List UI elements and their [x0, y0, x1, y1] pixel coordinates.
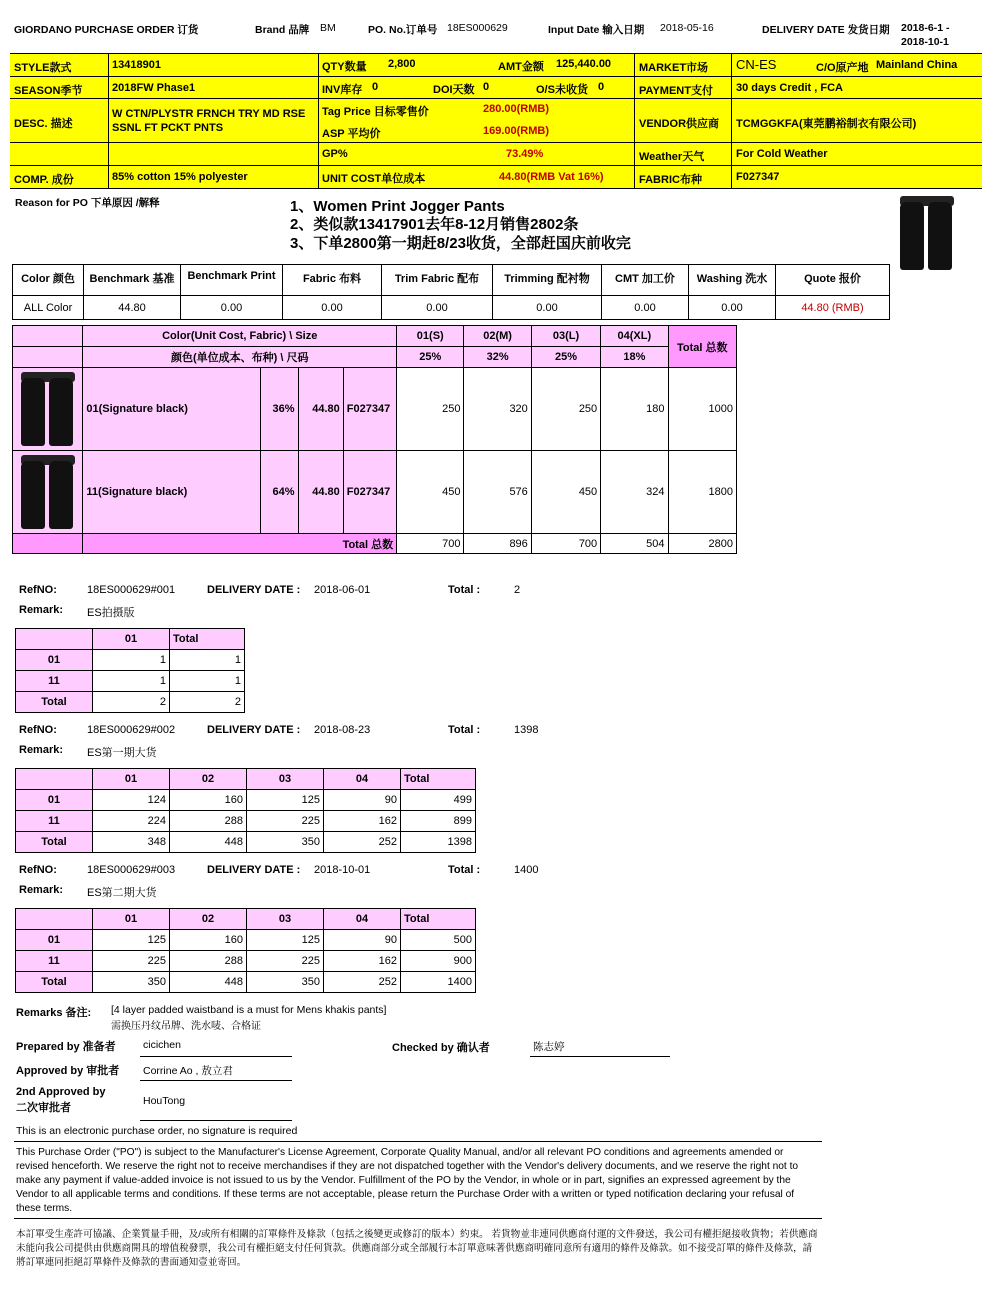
cell: 162	[324, 811, 401, 832]
delivery-date-label: DELIVERY DATE :	[207, 864, 301, 876]
cell: 2	[93, 692, 170, 713]
remark-value: ES第一期大货	[87, 747, 157, 759]
cell: 160	[170, 930, 247, 951]
size-header: 04(XL)	[601, 326, 668, 347]
cost-value: 0.00	[283, 296, 382, 320]
second-approved-label-cn: 二次审批者	[16, 1102, 71, 1114]
row-label: 01	[16, 650, 93, 671]
row-label: 01	[16, 790, 93, 811]
row-label: 11	[16, 951, 93, 972]
desc-line-1: W CTN/PLYSTR FRNCH TRY MD RSE	[112, 108, 306, 120]
delivery-date-1: 2018-6-1 -	[901, 22, 950, 34]
weather-label: Weather天气	[639, 151, 705, 163]
cell: 899	[401, 811, 476, 832]
col-header: 02	[170, 909, 247, 930]
col-header: Total	[401, 909, 476, 930]
cell: 350	[247, 832, 324, 853]
table-row	[13, 368, 737, 451]
checked-label: Checked by 确认者	[392, 1042, 490, 1054]
os-label: O/S未收货	[536, 84, 588, 96]
cell: 1	[170, 650, 245, 671]
doi-label: DOI天数	[433, 84, 475, 96]
payment-value: 30 days Credit , FCA	[736, 82, 843, 94]
gp-value: 73.49%	[506, 148, 544, 160]
table-row	[16, 790, 476, 811]
brand-label: Brand 品牌	[255, 24, 310, 36]
cost-value: 0.00	[382, 296, 493, 320]
weather-value: For Cold Weather	[736, 148, 828, 160]
delivery-date-label: DELIVERY DATE :	[207, 584, 301, 596]
second-approved-value: HouTong	[143, 1095, 186, 1107]
delivery-date-2: 2018-10-1	[901, 36, 949, 48]
cost-table	[12, 264, 890, 320]
cell: 1400	[401, 972, 476, 993]
col-header: 03	[247, 909, 324, 930]
delivery-total: 1398	[514, 724, 539, 736]
asp-label: ASP 平均价	[322, 128, 381, 140]
col-header: Total	[170, 629, 245, 650]
ref-number: 18ES000629#001	[87, 584, 176, 596]
delivery-table	[15, 768, 476, 853]
qty-cell: 450	[531, 451, 600, 534]
remark-label: Remark:	[19, 744, 64, 756]
ref-number: 18ES000629#003	[87, 864, 176, 876]
input-date: 2018-05-16	[660, 22, 714, 34]
table-row	[16, 951, 476, 972]
table-total-row	[13, 534, 737, 554]
color-pct: 64%	[261, 451, 298, 534]
asp-value: 169.00(RMB)	[483, 125, 550, 137]
color-thumbnail	[13, 368, 83, 451]
cell: 90	[324, 930, 401, 951]
delivery-total-label: Total :	[448, 584, 481, 596]
table-row	[16, 930, 476, 951]
col-header: 01	[93, 909, 170, 930]
delivery-date-label: DELIVERY DATE :	[207, 724, 301, 736]
qty-cell: 576	[464, 451, 531, 534]
cost-header: Quote 报价	[776, 265, 890, 296]
size-ratio: 25%	[531, 347, 600, 368]
cell: 252	[324, 832, 401, 853]
table-row	[16, 832, 476, 853]
delivery-date: 2018-10-01	[314, 864, 371, 876]
color-name: 01(Signature black)	[83, 368, 261, 451]
delivery-total: 1400	[514, 864, 539, 876]
os-value: 0	[598, 81, 605, 93]
season-label: SEASON季节	[14, 85, 83, 97]
reason-line-2: 2、类似款13417901去年8-12月销售2802条	[290, 216, 579, 233]
fabric-value: F027347	[736, 171, 780, 183]
remarks-line-2: 需换压丹纹吊牌、洗水唛、合格证	[111, 1021, 261, 1032]
cost-header: Trimming 配衬物	[493, 265, 602, 296]
qty-total: 2800	[668, 534, 736, 554]
market-value: CN-ES	[736, 57, 777, 72]
size-table-head-en: Color(Unit Cost, Fabric) \ Size	[83, 326, 397, 347]
col-header: 04	[324, 769, 401, 790]
tag-price-value: 280.00(RMB)	[483, 103, 550, 115]
size-table-head-cn: 颜色(单位成本、布种) \ 尺码	[83, 347, 397, 368]
inv-label: INV库存	[322, 84, 363, 96]
qty-cell: 250	[531, 368, 600, 451]
cell: 1	[170, 671, 245, 692]
cell: 225	[93, 951, 170, 972]
cell: 348	[93, 832, 170, 853]
table-row	[13, 451, 737, 534]
po-number: 18ES000629	[447, 22, 508, 34]
qty-cell: 700	[397, 534, 464, 554]
col-header: 04	[324, 909, 401, 930]
size-header: 01(S)	[397, 326, 464, 347]
doi-value: 0	[483, 81, 490, 93]
col-header: Total	[401, 769, 476, 790]
table-row	[16, 692, 245, 713]
cell: 160	[170, 790, 247, 811]
unit-cost-label: UNIT COST单位成本	[322, 173, 426, 185]
cell: 1	[93, 671, 170, 692]
terms-chinese: 本訂單受生產許可協議、企業質量手冊，及/或所有相關的訂單條件及條款（包括之後變更或修訂的版本）約束。 若貨物並非連同供應商付運的文件發送，我公司有權拒絕接收貨物；若供應商未能向我公司提供由供應商開具的增值稅發票，我公司有權拒絕支付任何貨款。供應商部分或全部履行本訂單意味著供應商明確同意所有適用的條件及條款。如不接受訂單的條件及條款，請將訂單連同拒絕訂單條件及條款的書面通知壹並寄回。	[16, 1229, 818, 1268]
col-header: 01	[93, 629, 170, 650]
ref-label: RefNO:	[19, 584, 57, 596]
delivery-total-label: Total :	[448, 724, 481, 736]
cell: 288	[170, 811, 247, 832]
color-fabric: F027347	[343, 368, 396, 451]
table-row	[16, 650, 245, 671]
row-label: 11	[16, 811, 93, 832]
cell: 500	[401, 930, 476, 951]
amt-label: AMT金额	[498, 61, 544, 73]
row-label: 01	[16, 930, 93, 951]
cost-value: 0.00	[493, 296, 602, 320]
size-header: 03(L)	[531, 326, 600, 347]
second-approved-label: 2nd Approved by	[16, 1086, 106, 1098]
cell: 900	[401, 951, 476, 972]
cost-header: Trim Fabric 配布	[382, 265, 493, 296]
col-header: 03	[247, 769, 324, 790]
total-label: Total 总数	[83, 534, 397, 554]
cost-header: Color 颜色	[13, 265, 84, 296]
approved-value: Corrine Ao , 敖立君	[143, 1065, 233, 1077]
qty-cell: 320	[464, 368, 531, 451]
cell: 125	[247, 930, 324, 951]
po-title: GIORDANO PURCHASE ORDER 订货	[14, 24, 199, 36]
qty-value: 2,800	[388, 58, 416, 70]
po-label: PO. No.订单号	[368, 24, 438, 36]
qty-cell: 250	[397, 368, 464, 451]
checked-value: 陈志婷	[533, 1041, 565, 1053]
color-cost: 44.80	[298, 368, 343, 451]
row-label: Total	[16, 692, 93, 713]
market-label: MARKET市场	[639, 62, 709, 74]
prepared-label: Prepared by 准备者	[16, 1041, 116, 1053]
cost-value: 0.00	[689, 296, 776, 320]
vendor-label: VENDOR供应商	[639, 118, 720, 130]
row-label: Total	[16, 972, 93, 993]
qty-cell: 180	[601, 368, 668, 451]
ref-label: RefNO:	[19, 864, 57, 876]
inv-value: 0	[372, 81, 379, 93]
cell: 252	[324, 972, 401, 993]
remark-label: Remark:	[19, 604, 64, 616]
qty-cell: 324	[601, 451, 668, 534]
total-header: Total 总数	[668, 326, 736, 368]
qty-total: 1800	[668, 451, 736, 534]
delivery-table	[15, 628, 245, 713]
qty-cell: 700	[531, 534, 600, 554]
cell: 224	[93, 811, 170, 832]
cost-header: CMT 加工价	[602, 265, 689, 296]
reason-line-3: 3、下单2800第一期赶8/23收货，全部赶国庆前收完	[290, 235, 631, 252]
cell: 448	[170, 972, 247, 993]
cell: 90	[324, 790, 401, 811]
table-row	[16, 972, 476, 993]
terms-english: This Purchase Order ("PO") is subject to the Manufacturer's License Agreement, Corporate Quality Manual, and/or all relevant PO conditions and agreements amended or revised henceforth. We reserve the right not to receive merchandises if they are not dispatched together with the Vendor's delivery documents, and we reserve the right not to make any payment if value-added invoice is not issued to us by the Vendor. Fulfillment of the PO by the Vendor, in whole or in part, signifies an expressed agreement by the Vendor to all applicable terms and conditions. If these terms are not acceptable, please return the Purchase Order with a written or typed notification declaring your refusal of these terms.	[16, 1147, 799, 1214]
ref-label: RefNO:	[19, 724, 57, 736]
reason-label: Reason for PO 下单原因 /解释	[15, 197, 160, 209]
input-date-label: Input Date 输入日期	[548, 24, 645, 36]
brand-value: BM	[320, 22, 336, 34]
product-image	[894, 192, 960, 274]
delivery-total: 2	[514, 584, 521, 596]
style-value: 13418901	[112, 59, 161, 71]
remarks-line-1: [4 layer padded waistband is a must for Mens khakis pants]	[111, 1004, 387, 1016]
quote-value: 44.80 (RMB)	[776, 296, 890, 320]
cell: 350	[93, 972, 170, 993]
cost-value: 44.80	[84, 296, 181, 320]
unit-cost-value: 44.80(RMB Vat 16%)	[499, 171, 604, 183]
comp-value: 85% cotton 15% polyester	[112, 171, 248, 183]
color-pct: 36%	[261, 368, 298, 451]
fabric-label: FABRIC布种	[639, 174, 702, 186]
cell: 499	[401, 790, 476, 811]
remark-value: ES第二期大货	[87, 887, 157, 899]
cost-header: Benchmark 基准	[84, 265, 181, 296]
qty-cell: 450	[397, 451, 464, 534]
cell: 225	[247, 951, 324, 972]
color-name: 11(Signature black)	[83, 451, 261, 534]
cost-value: 0.00	[181, 296, 283, 320]
reason-line-1: 1、Women Print Jogger Pants	[290, 198, 505, 215]
approved-label: Approved by 审批者	[16, 1065, 120, 1077]
delivery-date-label: DELIVERY DATE 发货日期	[762, 24, 890, 36]
vendor-value: TCMGGKFA(東莞鹏裕制衣有限公司)	[736, 118, 917, 130]
cell: 124	[93, 790, 170, 811]
col-header: 01	[93, 769, 170, 790]
qty-cell: 896	[464, 534, 531, 554]
payment-label: PAYMENT支付	[639, 85, 713, 97]
comp-label: COMP. 成份	[14, 174, 74, 186]
remarks-label: Remarks 备注:	[16, 1007, 92, 1019]
origin-label: C/O原产地	[816, 62, 869, 74]
col-header: 02	[170, 769, 247, 790]
size-ratio: 18%	[601, 347, 668, 368]
cell: 125	[247, 790, 324, 811]
cell: 125	[93, 930, 170, 951]
size-header: 02(M)	[464, 326, 531, 347]
delivery-total-label: Total :	[448, 864, 481, 876]
delivery-date: 2018-08-23	[314, 724, 371, 736]
color-fabric: F027347	[343, 451, 396, 534]
qty-label: QTY数量	[322, 61, 367, 73]
season-value: 2018FW Phase1	[112, 82, 196, 94]
prepared-value: cicichen	[143, 1039, 181, 1051]
size-ratio: 32%	[464, 347, 531, 368]
color-cost: 44.80	[298, 451, 343, 534]
table-row	[16, 671, 245, 692]
cost-header: Fabric 布料	[283, 265, 382, 296]
cell: 1398	[401, 832, 476, 853]
delivery-date: 2018-06-01	[314, 584, 371, 596]
size-table	[12, 325, 737, 554]
cell: 448	[170, 832, 247, 853]
cost-header: Washing 洗水	[689, 265, 776, 296]
row-label: Total	[16, 832, 93, 853]
origin-value: Mainland China	[876, 59, 958, 71]
desc-label: DESC. 描述	[14, 118, 73, 130]
remark-value: ES拍摄版	[87, 607, 135, 619]
desc-line-2: SSNL FT PCKT PNTS	[112, 122, 224, 134]
remark-label: Remark:	[19, 884, 64, 896]
table-row	[16, 811, 476, 832]
size-ratio: 25%	[397, 347, 464, 368]
color-thumbnail	[13, 451, 83, 534]
cell: 1	[93, 650, 170, 671]
ref-number: 18ES000629#002	[87, 724, 176, 736]
delivery-table	[15, 908, 476, 993]
cell: 350	[247, 972, 324, 993]
cost-value: 0.00	[602, 296, 689, 320]
tag-price-label: Tag Price 目标零售价	[322, 106, 429, 118]
cell: 2	[170, 692, 245, 713]
row-label: 11	[16, 671, 93, 692]
amt-value: 125,440.00	[556, 58, 612, 70]
electronic-notice: This is an electronic purchase order, no signature is required	[16, 1125, 298, 1137]
cell: 288	[170, 951, 247, 972]
cost-value: ALL Color	[13, 296, 84, 320]
gp-label: GP%	[322, 148, 348, 160]
cell: 225	[247, 811, 324, 832]
qty-cell: 504	[601, 534, 668, 554]
qty-total: 1000	[668, 368, 736, 451]
style-label: STYLE款式	[14, 62, 72, 74]
cell: 162	[324, 951, 401, 972]
cost-header: Benchmark Print	[181, 265, 283, 296]
